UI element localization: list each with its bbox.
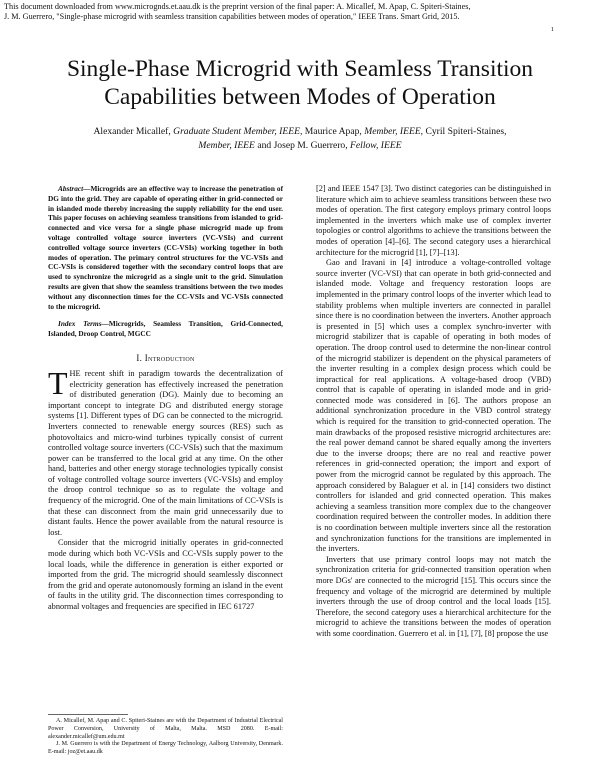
body-paragraph: [2] and IEEE 1547 [3]. Two distinct categories can be distinguished in literature which aim to achieve seamless transitions between these two modes of operation. The first category employs primary control loops implemented in the inverters which make use of complex inverter topologies or control algorithms to achieve the transitions between the modes of operation [4]–[6]. The second category uses a hierarchical architecture for the microgrid [1], [7]–[13]. bbox=[316, 184, 551, 257]
author-name: and Josep M. Guerrero, bbox=[257, 140, 348, 151]
author-name: Maurice Apap, bbox=[304, 126, 362, 137]
intro-paragraph: Consider that the microgrid initially operates in grid-connected mode during which both VC-VSIs and CC-VSIs supply power to the local loads, while the difference in generation is either exported or imported from the grid. The microgrid should seamlessly disconnect from the grid and operate autonomously forming an island in the event of faults in the utility grid. The disconnection times corresponding to abnormal voltages and frequencies are specified in IEC 61727 bbox=[48, 538, 283, 612]
intro-paragraph-text: recent shift in paradigm towards the decentralization of electricity generation has effectively increased the penetration of distributed generation (DG). Mainly due to becoming an important concept to integrate DG and distributed energy storage systems [1]. Different types of DG can be connected to the microgrid. Inverters connected to renewable energy sources (RES) such as photovoltaics and micro-wind turbines typically consist of current controlled voltage source inverters (CC-VSIs) such that the maximum power can be transferred to the local grid at any time. On the other hand, batteries and other energy storage technologies typically consist of voltage controlled voltage source inverters (VC-VSIs) and employ the droop control technique so as to regulate the voltage and frequency of the microgrid. One of the main limitations of CC-VSIs is that these can disconnect from the main grid unnecessarily due to distant faults. Hence the power available from the natural resource is lost. bbox=[48, 368, 283, 537]
body-paragraph: Inverters that use primary control loops may not match the synchronization criteria for grid-connected transition operation when more DGs' are connected to the microgrid [15]. This occurs since the frequency and voltage of the microgrid are determined by multiple inverters through the use of droop control and the local loads [15]. Therefore, the second category uses a hierarchical architecture for the microgrid to achieve the transitions between the modes of operation with some coordination. Guerrero et al. in [1], [7], [8] propose the use bbox=[316, 554, 551, 638]
left-column bbox=[48, 184, 283, 613]
right-column bbox=[316, 184, 551, 640]
abstract-label: Abstract bbox=[58, 184, 84, 193]
footnote-rule bbox=[48, 714, 128, 715]
abstract bbox=[48, 184, 283, 311]
dropcap: T bbox=[48, 364, 68, 401]
footnotes bbox=[48, 718, 283, 757]
author-name: Cyril Spiteri-Staines, bbox=[425, 126, 507, 137]
preprint-notice: This document downloaded from www.micrognds.et.aau.dk is the preprint version of the final paper: A. Micallef, M. Apap, C. Spiteri-Staines, J. M. Guerrero, "Single-phase microgrid with seamless transition capabilities between modes of operation," IEEE Trans. Smart Grid, 2015. bbox=[4, 2, 471, 22]
page-number: 1 bbox=[550, 26, 554, 33]
index-terms bbox=[48, 319, 283, 339]
footnote: A. Micallef, M. Apap and C. Spiteri-Staines are with the Department of Industrial Electrical Power Conversion, University of Malta, Malta. MSD 2080. E-mail: alexander.micallef@um.edu.mt bbox=[48, 718, 283, 740]
author-name: Alexander Micallef, bbox=[93, 126, 171, 137]
intro-paragraph bbox=[48, 364, 283, 539]
author-affiliation: Member, IEEE bbox=[198, 140, 255, 151]
abstract-text: —Microgrids are an effective way to increase the penetration of DG into the grid. They are capable of operating either in grid-connected or in islanded mode thereby increasing the supply reliability for the end user. This paper focuses on achieving seamless transitions from islanded to grid-connected and vice versa for a single phase microgrid made up from voltage controlled voltage source inverters (VC-VSIs) and current controlled voltage source inverters (CC-VSIs) working together in both modes of operation. The primary control structures for the VC-VSIs and CC-VSIs is considered together with the secondary control loops that are used to synchronize the microgrid as a single unit to the grid. Simulation results are given that show the seamless transitions between the two modes without any disconnection times for the CC-VSIs and VC-VSIs connected to the microgrid. bbox=[48, 184, 283, 311]
index-terms-text: —Microgrids, Seamless Transition, Grid-Connected, Islanded, Droop Control, MGCC bbox=[48, 319, 284, 339]
author-affiliation: Fellow, IEEE bbox=[350, 140, 402, 151]
body-paragraph: Gao and Iravani in [4] introduce a voltage-controlled voltage source inverter (VC-VSI) that can operate in both grid-connected and islanded mode. Voltage and frequency restoration loops are implemented in the primary control loops of the inverter which lead to stability problems when multiple inverters are connected in parallel since there is no coordination between the inverters. Another approach is presented in [5] which uses a complex synchro-inverter with microgrid stabilizer that is capable of operating in both modes of operation. The droop control used to determine the non-linear control of the microgrid stabilizer is dependent on the physical parameters of the inverter resulting in a complex design process which could be impractical for real applications. A voltage-based droop (VBD) control that is capable of operating in islanded mode and in grid-connected mode was considered in [6]. The authors propose an additional synchronization procedure in the VBD control strategy which is required for the transition to grid-connected operation. The main drawbacks of the proposed resistive microgrid architectures are: the real power demand cannot be shared equally among the inverters due to the inverse droops; there are no real and reactive power references in grid-connected operation; the import and export of power from the microgrid cannot be regulated by this approach. The approach considered by Balaguer et al. in [14] considers two distinct controllers for islanded and grid connected operation. This makes achieving a seamless transition more complex due to the changeover coordination required between the controller modes. In addition there is no coordination between multiple inverters since all the restoration and synchronization functions for the transitions are implemented in the inverters. bbox=[316, 258, 551, 554]
footnote: J. M. Guerrero is with the Department of Energy Technology, Aalborg University, Denmark. E-mail: joz@et.aau.dk bbox=[48, 741, 283, 756]
intro-first-word: HE bbox=[69, 368, 81, 378]
author-affiliation: Graduate Student Member, IEEE, bbox=[173, 126, 303, 137]
paper-title: Single-Phase Microgrid with Seamless Transition Capabilities between Modes of Operation bbox=[66, 56, 534, 110]
index-terms-label: Index Terms bbox=[58, 319, 102, 329]
author-list bbox=[52, 125, 548, 153]
author-affiliation: Member, IEEE, bbox=[364, 126, 424, 137]
section-heading-introduction: I. Introduction bbox=[136, 352, 195, 363]
